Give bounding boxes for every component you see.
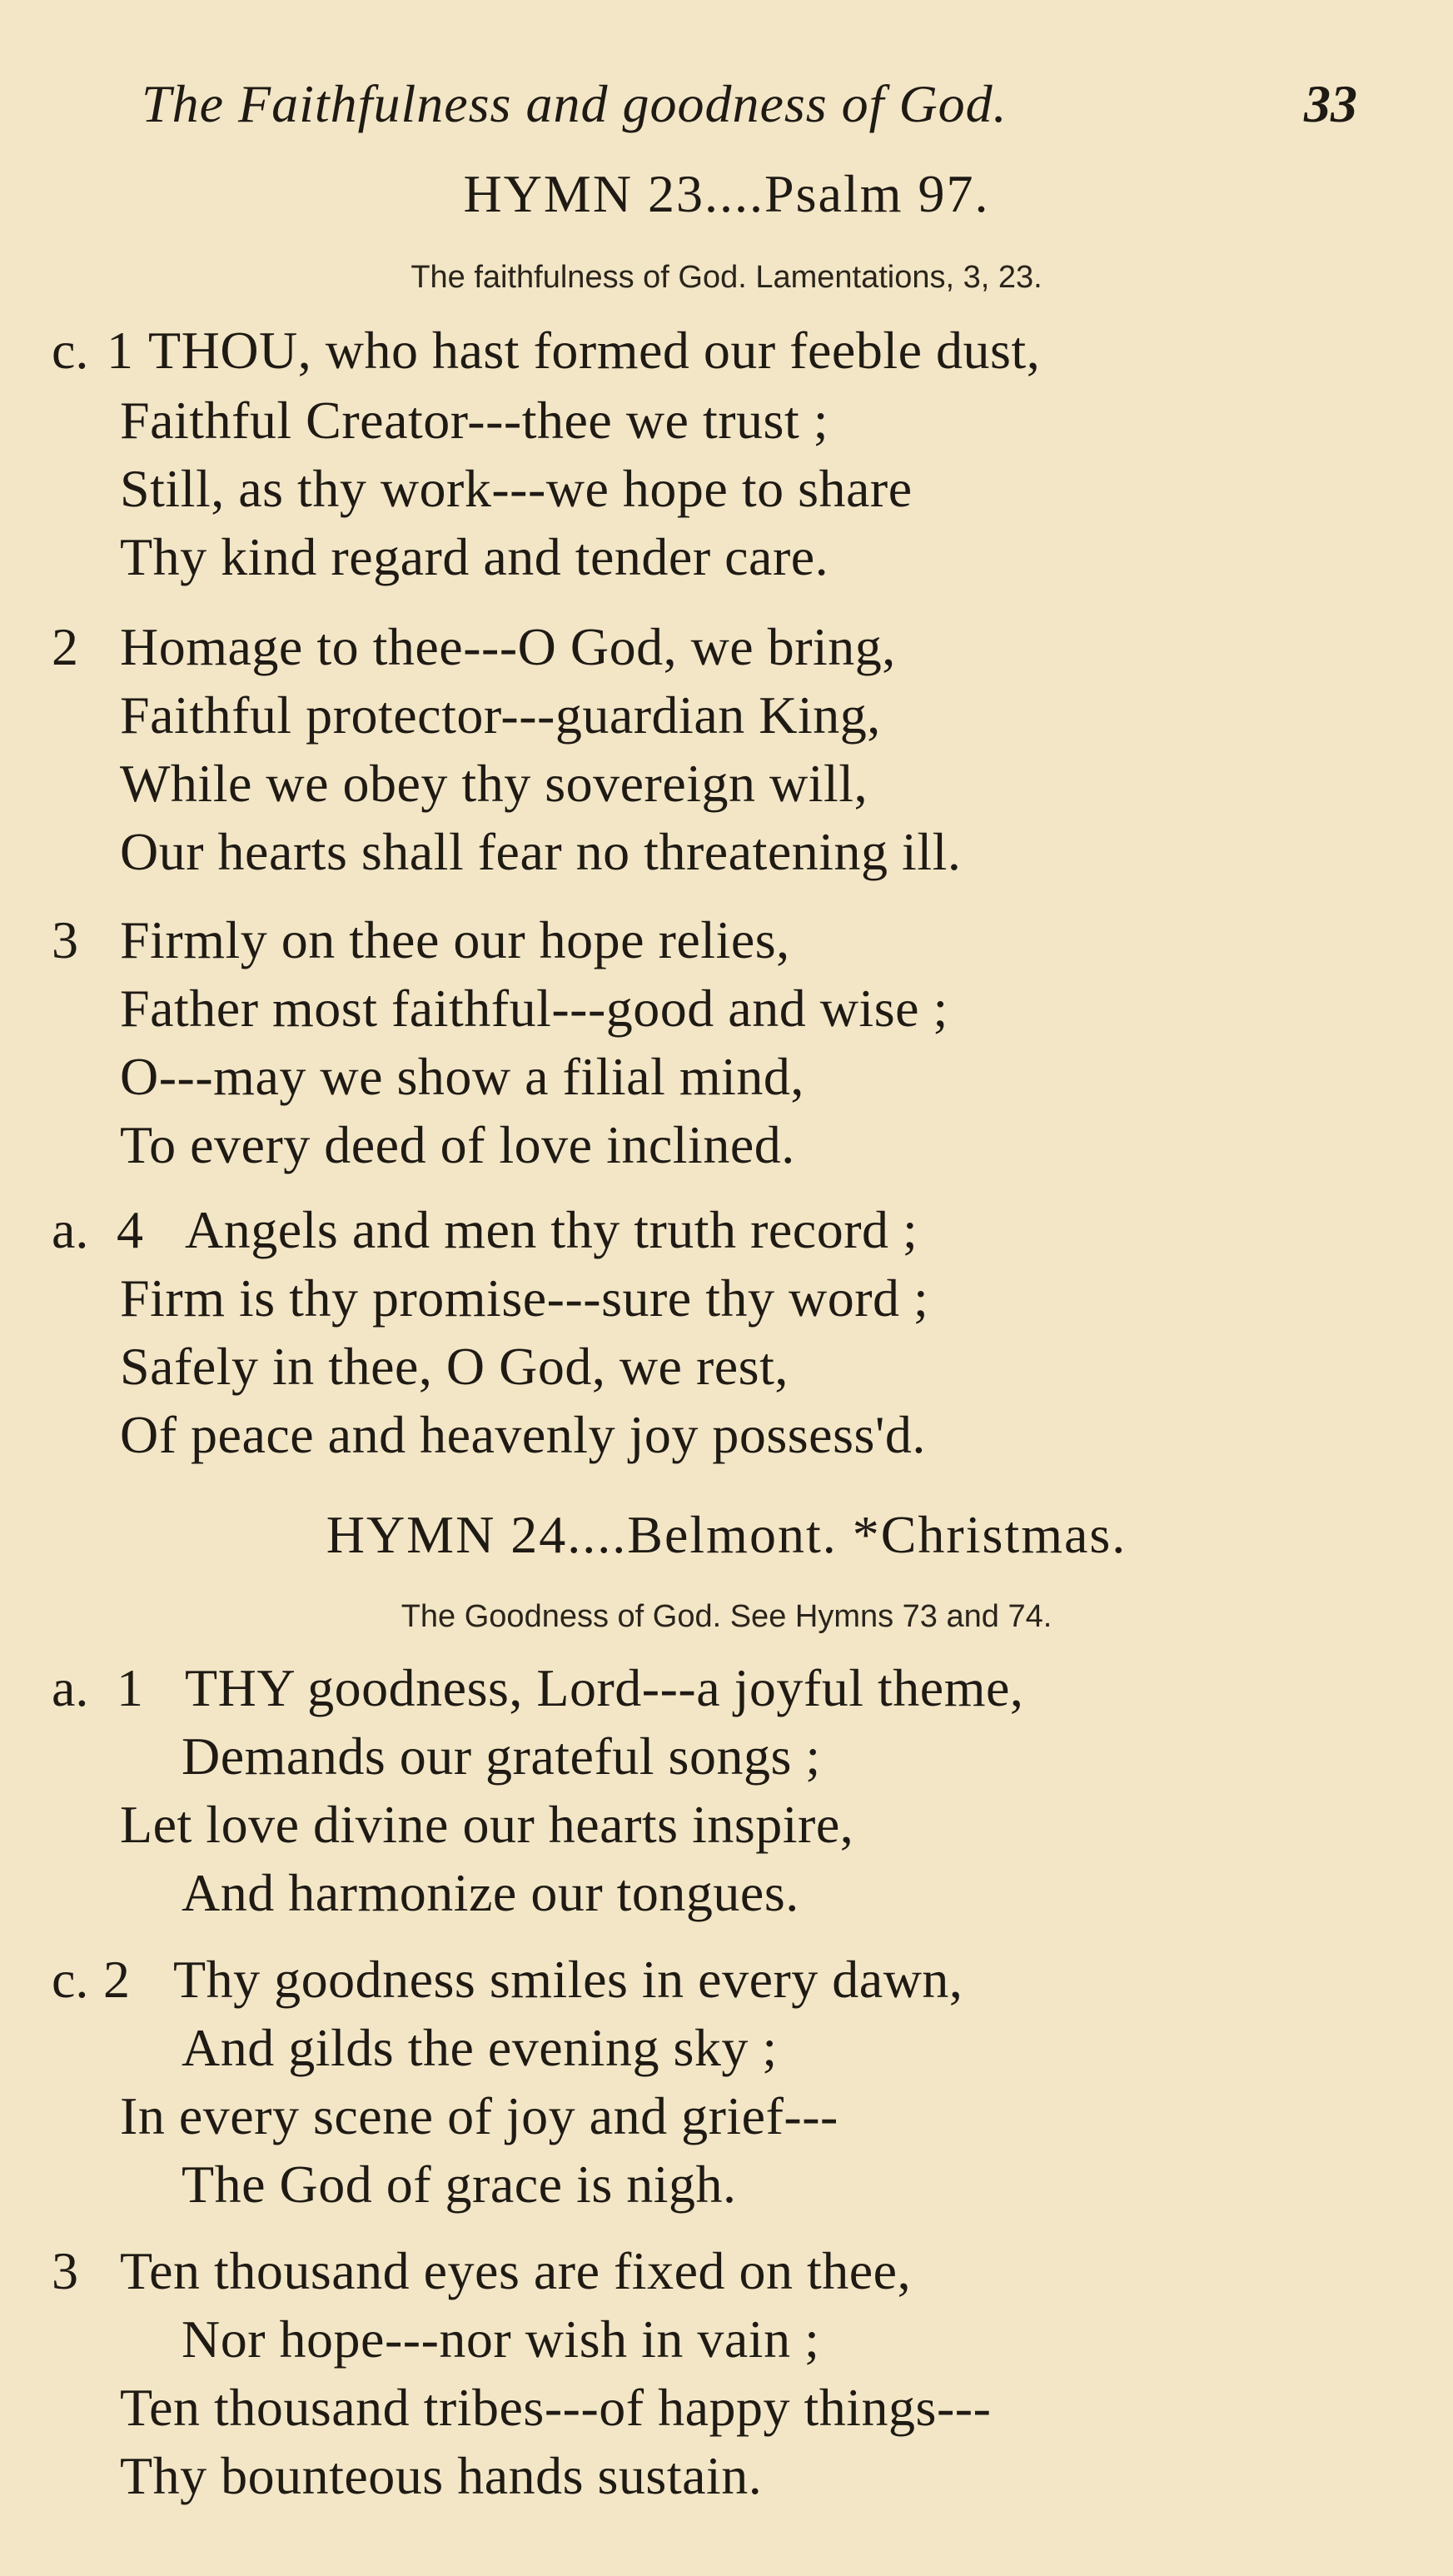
stanza-mark: c. bbox=[52, 321, 89, 380]
verse-line: Demands our grateful songs ; bbox=[182, 1726, 821, 1786]
verse-line: Faithful Creator---thee we trust ; bbox=[120, 391, 829, 450]
verse-line: Firm is thy promise---sure thy word ; bbox=[120, 1268, 929, 1328]
verse-line: Still, as thy work---we hope to share bbox=[120, 459, 913, 518]
stanza-mark: a. bbox=[52, 1200, 89, 1259]
stanza-number: 3 bbox=[52, 2241, 78, 2300]
verse-line: And gilds the evening sky ; bbox=[182, 2018, 778, 2077]
verse-line: Of peace and heavenly joy possess'd. bbox=[120, 1405, 926, 1464]
running-head bbox=[142, 73, 1357, 148]
verse-line: And harmonize our tongues. bbox=[182, 1863, 799, 1922]
verse-line: Safely in thee, O God, we rest, bbox=[120, 1337, 789, 1396]
stanza-number: 1 bbox=[107, 321, 133, 380]
stanza-mark: a. bbox=[52, 1658, 89, 1717]
stanza-mark: c. bbox=[52, 1950, 89, 2009]
verse-line: Let love divine our hearts inspire, bbox=[120, 1795, 854, 1854]
verse-line: Angels and men thy truth record ; bbox=[185, 1200, 918, 1259]
verse-line: Thy bounteous hands sustain. bbox=[120, 2446, 763, 2505]
verse-line: Faithful protector---guardian King, bbox=[120, 685, 881, 745]
verse-line: THOU, who hast formed our feeble dust, bbox=[148, 321, 1041, 380]
verse-line: Nor hope---nor wish in vain ; bbox=[182, 2309, 820, 2369]
verse-line: Our hearts shall fear no threatening ill. bbox=[120, 822, 962, 881]
stanza-number: 4 bbox=[117, 1200, 143, 1259]
hymn-24-heading: HYMN 24....Belmont. *Christmas. bbox=[326, 1505, 1127, 1564]
verse-line: While we obey thy sovereign will, bbox=[120, 754, 868, 813]
verse-line: In every scene of joy and grief--- bbox=[120, 2086, 838, 2145]
stanza-number: 1 bbox=[117, 1658, 143, 1717]
verse-line: Firmly on thee our hope relies, bbox=[120, 910, 790, 969]
verse-line: THY goodness, Lord---a joyful theme, bbox=[185, 1658, 1024, 1717]
stanza-number: 3 bbox=[52, 910, 78, 969]
verse-line: To every deed of love inclined. bbox=[120, 1115, 795, 1174]
verse-line: Thy goodness smiles in every dawn, bbox=[173, 1950, 963, 2009]
verse-line: Father most faithful---good and wise ; bbox=[120, 979, 948, 1038]
stanza-number: 2 bbox=[103, 1950, 130, 2009]
verse-line: O---may we show a filial mind, bbox=[120, 1047, 804, 1106]
running-title: The Faithfulness and goodness of God. bbox=[142, 74, 1008, 133]
verse-line: Homage to thee---O God, we bring, bbox=[120, 617, 896, 676]
verse-line: The God of grace is nigh. bbox=[182, 2155, 737, 2214]
hymn-24-subtitle: The Goodness of God. See Hymns 73 and 74. bbox=[401, 1599, 1052, 1634]
hymn-23-heading: HYMN 23....Psalm 97. bbox=[463, 164, 990, 223]
page-number: 33 bbox=[1304, 74, 1357, 133]
hymn-23-subtitle: The faithfulness of God. Lamentations, 3, 23. bbox=[411, 260, 1042, 295]
verse-line: Thy kind regard and tender care. bbox=[120, 527, 829, 586]
verse-line: Ten thousand eyes are fixed on thee, bbox=[120, 2241, 912, 2300]
verse-line: Ten thousand tribes---of happy things--- bbox=[120, 2378, 992, 2437]
stanza-number: 2 bbox=[52, 617, 78, 676]
